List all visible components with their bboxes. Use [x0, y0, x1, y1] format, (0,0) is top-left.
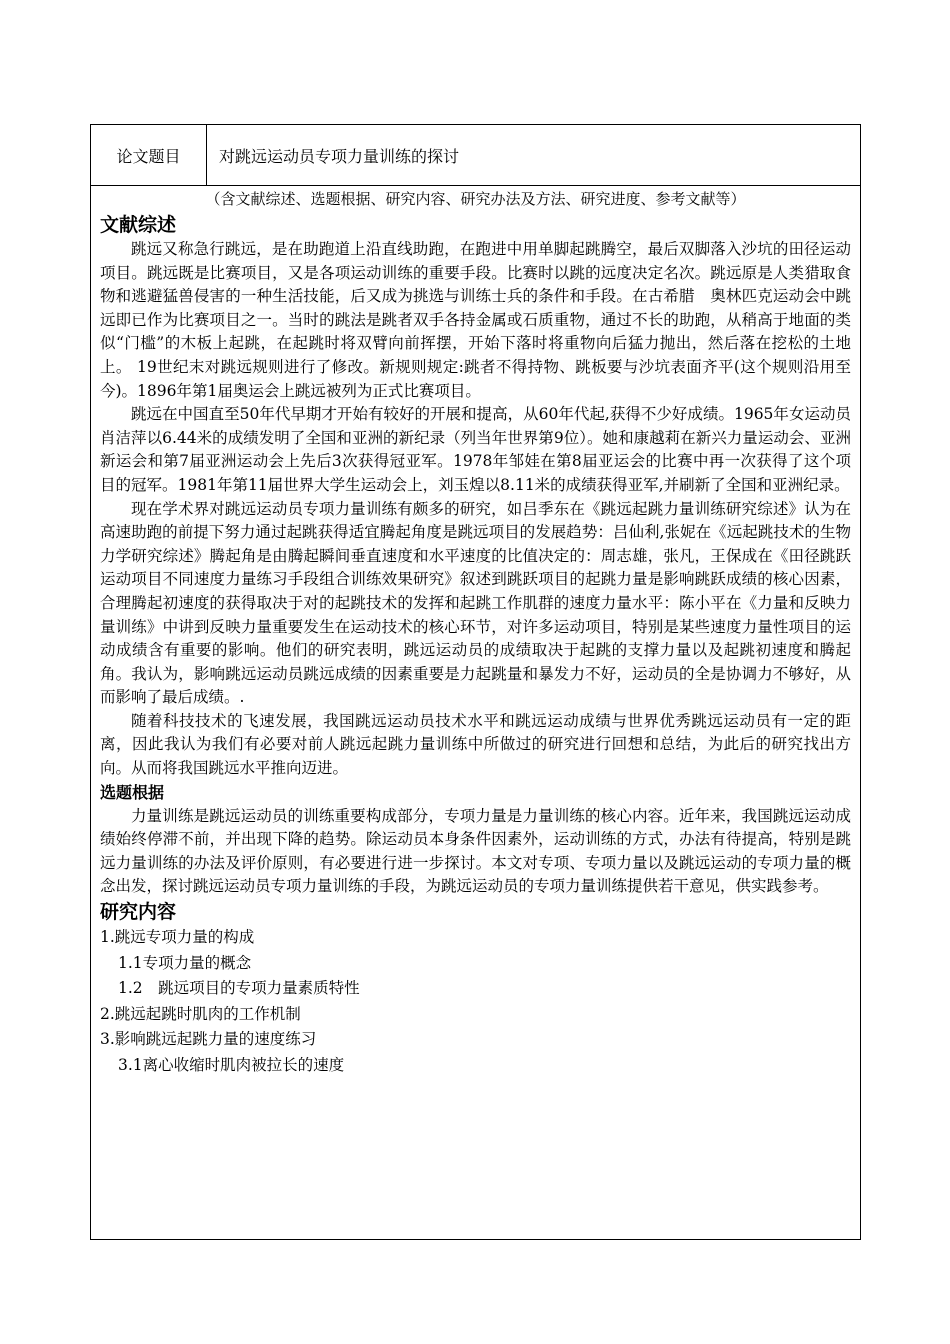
proposal-form [90, 124, 861, 1240]
outline-subitem: 1.1专项力量的概念 [118, 953, 252, 972]
outline-subitem: 1.2 跳远项目的专项力量素质特性 [118, 979, 360, 998]
title-value: 对跳远运动员专项力量训练的探讨 [219, 146, 460, 166]
outline-item: 3.影响跳远起跳力量的速度练习 [100, 1030, 317, 1049]
section-note: （含文献综述、选题根据、研究内容、研究办法及方法、研究进度、参考文献等） [205, 190, 746, 208]
basis-paragraph: 力量训练是跳远运动员的训练重要构成部分，专项力量是力量训练的核心内容。近年来，我国跳远运动成绩始终停滞不前，并出现下降的趋势。除运动员本身条件因素外，运动训练的方式，办法有待提高，特别是跳远力量训练的办法及评价原则，有必要进行进一步探讨。本文对专项、专项力量以及跳远运动的专项力量的概念出发，探讨跳远运动员专项力量训练的手段，为跳远运动员的专项力量训练提供若干意见，供实践参考。 [100, 806, 851, 896]
content-heading: 研究内容 [100, 901, 177, 924]
title-row [91, 125, 860, 186]
outline-item: 2.跳远起跳时肌肉的工作机制 [100, 1004, 301, 1023]
review-heading: 文献综述 [100, 214, 177, 236]
basis-heading: 选题根据 [100, 782, 165, 802]
form-content [91, 186, 860, 1078]
title-label: 论文题目 [91, 125, 207, 185]
outline-subitem: 3.1离心收缩时肌肉被拉长的速度 [118, 1055, 345, 1074]
outline-item: 1.跳远专项力量的构成 [100, 928, 255, 947]
review-paragraph: 现在学术界对跳远运动员专项力量训练有颇多的研究，如吕季东在《跳远起跳力量训练研究综述》认为在高速助跑的前提下努力通过起跳获得适宜腾起角度是跳远项目的发展趋势：吕仙利,张妮在《远起跳技术的生物力学研究综述》腾起角是由腾起瞬间垂直速度和水平速度的比值决定的：周志雄，张凡，王保成在《田径跳跃运动项目不同速度力量练习手段组合训练效果研究》叙述到跳跃项目的起跳力量是影响跳跃成绩的核心因素，合理腾起初速度的获得取决于对的起跳技术的发挥和起跳工作肌群的速度力量水平：陈小平在《力量和反映力量训练》中讲到反映力量重要发生在运动技术的核心环节，对许多运动项目，特别是某些速度力量性项目的运动成绩含有重要的影响。他们的研究表明，跳远运动员的成绩取决于起跳的支撑力量以及起跳初速度和腾起角。我认为，影响跳远运动员跳远成绩的因素重要是力起跳量和暴发力不好，运动员的全是协调力不够好，从而影响了最后成绩。. [100, 499, 851, 707]
review-paragraph: 跳远在中国直至50年代早期才开始有较好的开展和提高，从60年代起,获得不少好成绩。1965年女运动员肖洁萍以6.44米的成绩发明了全国和亚洲的新纪录（列当年世界第9位）。她和康越莉在新兴力量运动会、亚洲新运会和第7届亚洲运动会上先后3次获得冠亚军。1978年邹娃在第8届亚运会的比赛中再一次获得了这个项目的冠军。1981年第11届世界大学生运动会上，刘玉煌以8.11米的成绩获得亚军,并刷新了全国和亚洲纪录。 [100, 405, 851, 494]
review-paragraph: 跳远又称急行跳远，是在助跑道上沿直线助跑，在跑进中用单脚起跳腾空，最后双脚落入沙坑的田径运动项目。跳远既是比赛项目，又是各项运动训练的重要手段。比赛时以跳的远度决定名次。跳远原是人类猎取食物和逃避猛兽侵害的一种生活技能，后又成为挑选与训练士兵的条件和手段。在古希腊 奥林匹克运动会中跳远即已作为比赛项目之一。当时的跳法是跳者双手各持金属或石质重物，通过不长的助跑，从稍高于地面的类似“门槛”的木板上起跳，在起跳时将双臂向前挥摆，开始下落时将重物向后猛力抛出，然后落在挖松的土地上。 19世纪末对跳远规则进行了修改。新规则规定:跳者不得持物、跳板要与沙坑表面齐平(这个规则沿用至今)。1896年第1届奥运会上跳远被列为正式比赛项目。 [100, 240, 851, 400]
review-paragraph: 随着科技技术的飞速发展，我国跳远运动员技术水平和跳远运动成绩与世界优秀跳远运动员有一定的距离，因此我认为我们有必要对前人跳远起跳力量训练中所做过的研究进行回想和总结，为此后的研究找出方向。从而将我国跳远水平推向迈进。 [100, 711, 851, 778]
